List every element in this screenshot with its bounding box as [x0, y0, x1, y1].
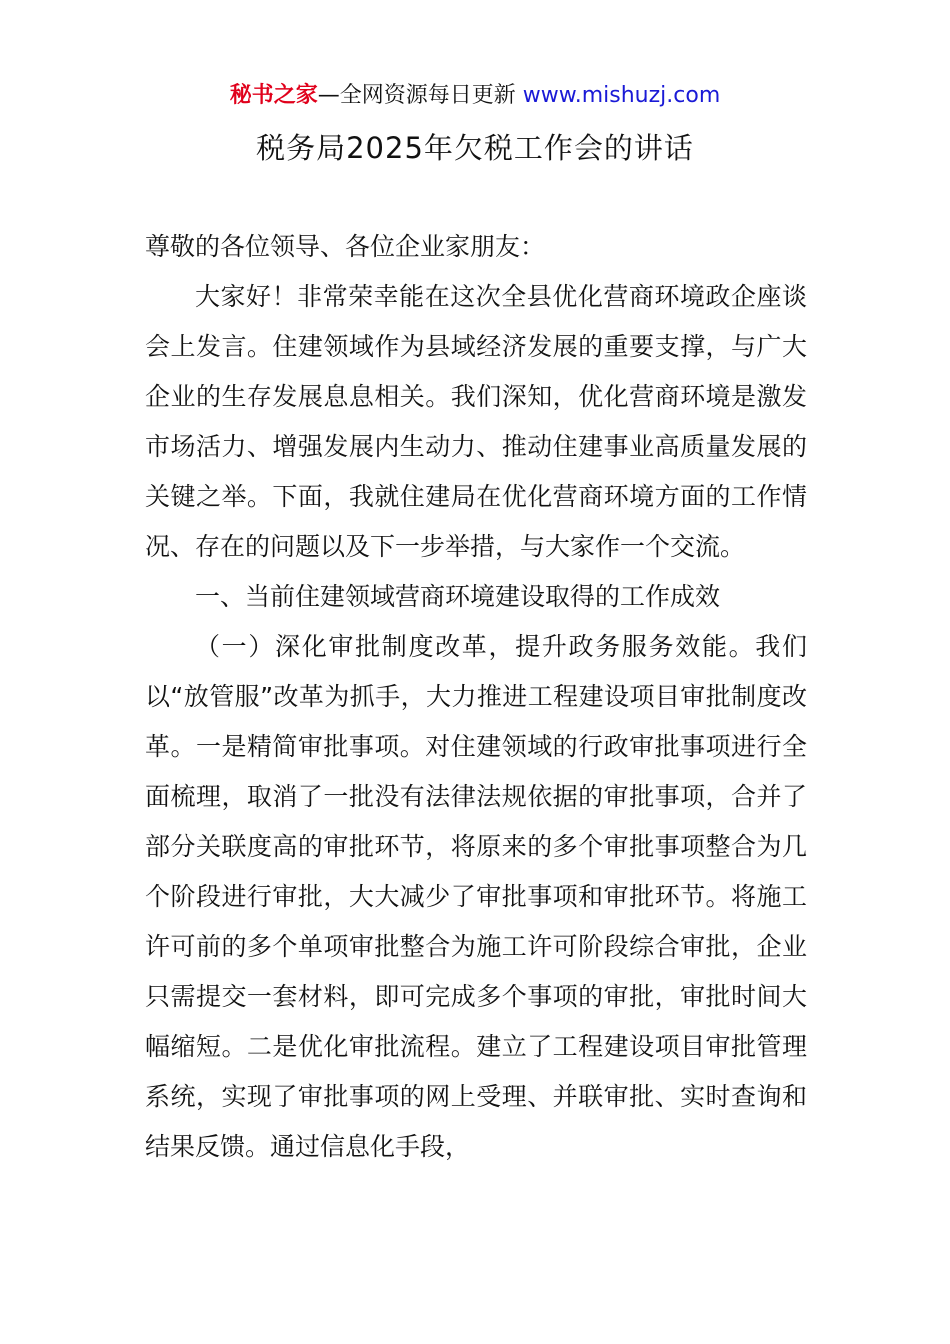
site-brand: 秘书之家	[229, 83, 318, 108]
site-tagline: —全网资源每日更新	[317, 83, 523, 108]
site-header	[0, 80, 950, 112]
salutation: 尊敬的各位领导、各位企业家朋友：	[145, 232, 546, 261]
document-title: 税务局2025年欠税工作会的讲话	[256, 131, 694, 165]
site-url-link[interactable]: www.mishuzj.com	[522, 83, 721, 108]
document-body	[145, 222, 807, 1172]
paragraph-section-one: （一）深化审批制度改革，提升政务服务效能。我们以“放管服”改革为抓手，大力推进工程建设项目审批制度改革。一是精简审批事项。对住建领域的行政审批事项进行全面梳理，取消了一批没有法律法规依据的审批事项，合并了部分关联度高的审批环节，将原来的多个审批事项整合为几个阶段进行审批，大大减少了审批事项和审批环节。将施工许可前的多个单项审批整合为施工许可阶段综合审批，企业只需提交一套材料，即可完成多个事项的审批，审批时间大幅缩短。二是优化审批流程。建立了工程建设项目审批管理系统，实现了审批事项的网上受理、并联审批、实时查询和结果反馈。通过信息化手段，	[145, 632, 807, 1161]
section-heading: 一、当前住建领域营商环境建设取得的工作成效	[195, 582, 721, 611]
paragraph-intro: 大家好！非常荣幸能在这次全县优化营商环境政企座谈会上发言。住建领域作为县域经济发展的重要支撑，与广大企业的生存发展息息相关。我们深知，优化营商环境是激发市场活力、增强发展内生动力、推动住建事业高质量发展的关键之举。下面，我就住建局在优化营商环境方面的工作情况、存在的问题以及下一步举措，与大家作一个交流。	[145, 282, 807, 561]
